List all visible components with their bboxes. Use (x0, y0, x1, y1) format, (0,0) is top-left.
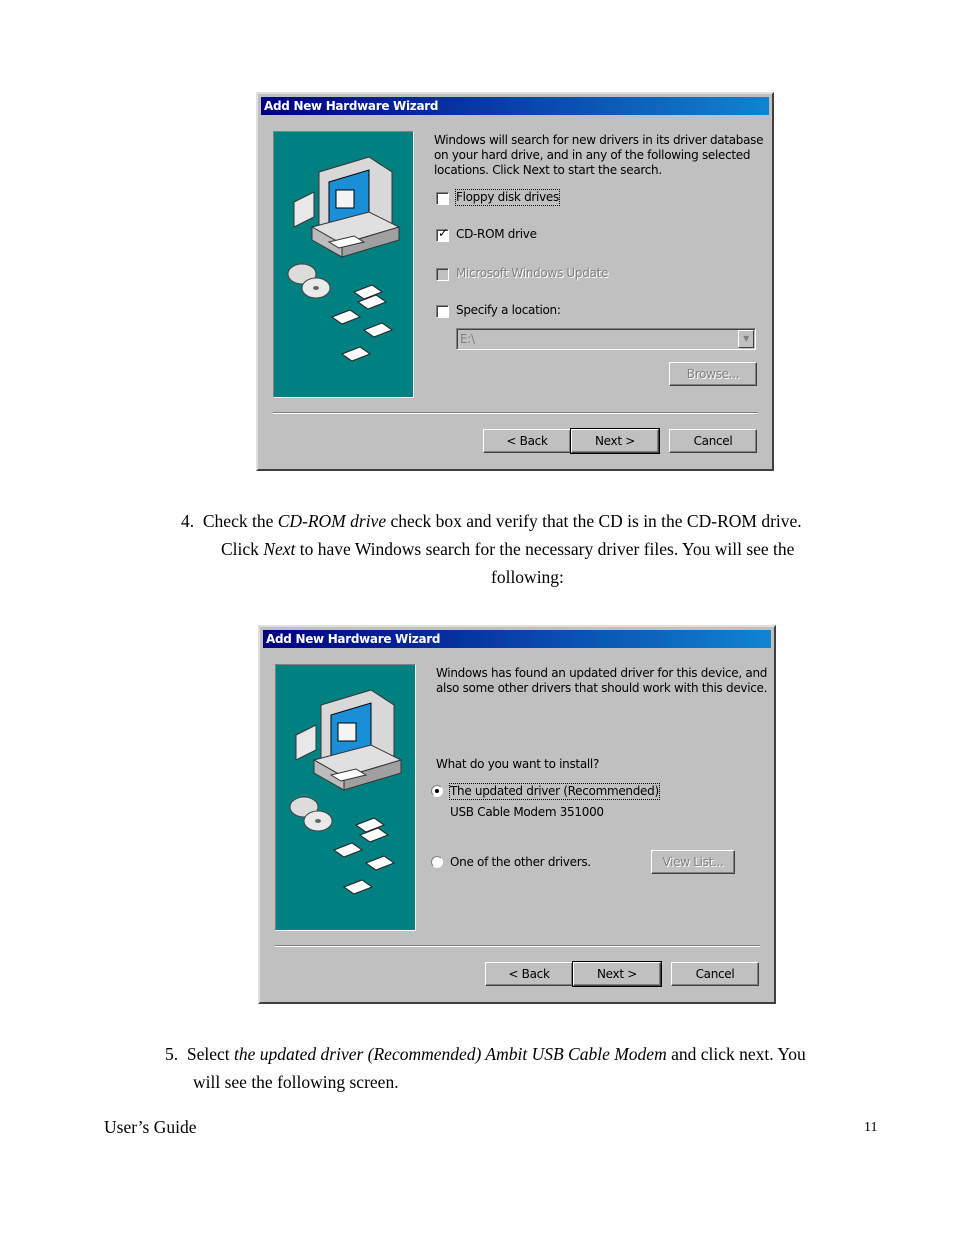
step-4-line-1 (181, 507, 802, 535)
back-button[interactable]: < Back (483, 429, 571, 453)
updated-driver-radio-label[interactable]: The updated driver (Recommended) (450, 784, 659, 798)
wizard-dialog-driver-found (258, 625, 776, 1004)
step-4-emphasis-next: Next (263, 539, 296, 559)
intro-line-2: on your hard drive, and in any of the following selected (434, 148, 751, 162)
step-4-emphasis-cdrom: CD-ROM drive (277, 511, 387, 531)
step-4-line2-post: to have Windows search for the necessary driver files. You will see the (295, 539, 795, 559)
button-separator (273, 412, 758, 414)
computer-cd-illustration-icon (276, 665, 415, 930)
intro-line-1: Windows has found an updated driver for this device, and (436, 666, 768, 680)
step-4-number: 4. (181, 511, 195, 531)
wizard-illustration-panel (275, 664, 416, 931)
step-5-text: Select (186, 1044, 235, 1064)
intro-line-2: also some other drivers that should work with this device. (436, 681, 768, 695)
next-button[interactable]: Next > (573, 962, 661, 986)
floppy-checkbox-label[interactable]: Floppy disk drives (456, 190, 559, 204)
location-value: E:\ (460, 332, 475, 346)
cdrom-checkbox-label[interactable]: CD-ROM drive (456, 227, 537, 241)
radio-selected-dot (435, 789, 439, 793)
browse-button[interactable]: Browse... (669, 362, 757, 386)
step-5-line-2: will see the following screen. (193, 1072, 399, 1092)
chevron-down-icon[interactable]: ▼ (738, 330, 754, 348)
checkmark-icon: ✓ (438, 226, 448, 240)
specify-location-checkbox-label[interactable]: Specify a location: (456, 303, 561, 317)
step-5-emphasis: the updated driver (Recommended) Ambit USB Cable Modem (234, 1044, 667, 1064)
dialog-title-bar: Add New Hardware Wizard (261, 97, 769, 115)
other-drivers-radio[interactable] (431, 856, 443, 868)
step-4-text-mid: check box and verify that the CD is in the CD-ROM drive. (386, 511, 802, 531)
step-4-line2-pre: Click (221, 539, 264, 559)
intro-line-1: Windows will search for new drivers in its driver database (434, 133, 764, 147)
updated-driver-name: USB Cable Modem 351000 (450, 805, 604, 819)
step-5-number: 5. (165, 1044, 179, 1064)
computer-cd-illustration-icon (274, 132, 413, 397)
other-drivers-radio-label[interactable]: One of the other drivers. (450, 855, 591, 869)
step-4-text: Check the (202, 511, 278, 531)
dialog-title-bar: Add New Hardware Wizard (263, 630, 771, 648)
intro-line-3: locations. Click Next to start the search. (434, 163, 662, 177)
button-separator (275, 945, 760, 947)
specify-location-checkbox[interactable] (436, 305, 449, 318)
floppy-checkbox[interactable] (436, 192, 449, 205)
install-question: What do you want to install? (436, 757, 600, 771)
windows-update-checkbox-label: Microsoft Windows Update (456, 266, 609, 280)
view-list-button[interactable]: View List... (651, 850, 735, 874)
step-4-line-2 (221, 535, 794, 563)
page-number: 11 (864, 1120, 878, 1135)
updated-driver-radio[interactable] (431, 785, 443, 797)
wizard-dialog-search (256, 92, 774, 471)
step-5-line-1 (165, 1040, 806, 1068)
footer-guide-title: User’s Guide (104, 1117, 197, 1137)
next-button[interactable]: Next > (571, 429, 659, 453)
wizard-illustration-panel (273, 131, 414, 398)
cdrom-checkbox[interactable] (436, 226, 449, 242)
step-4-line-3: following: (491, 567, 564, 587)
step-5-text-post: and click next. You (666, 1044, 806, 1064)
back-button[interactable]: < Back (485, 962, 573, 986)
location-combo[interactable] (456, 328, 756, 350)
cancel-button[interactable]: Cancel (669, 429, 757, 453)
cancel-button[interactable]: Cancel (671, 962, 759, 986)
windows-update-checkbox (436, 268, 449, 281)
